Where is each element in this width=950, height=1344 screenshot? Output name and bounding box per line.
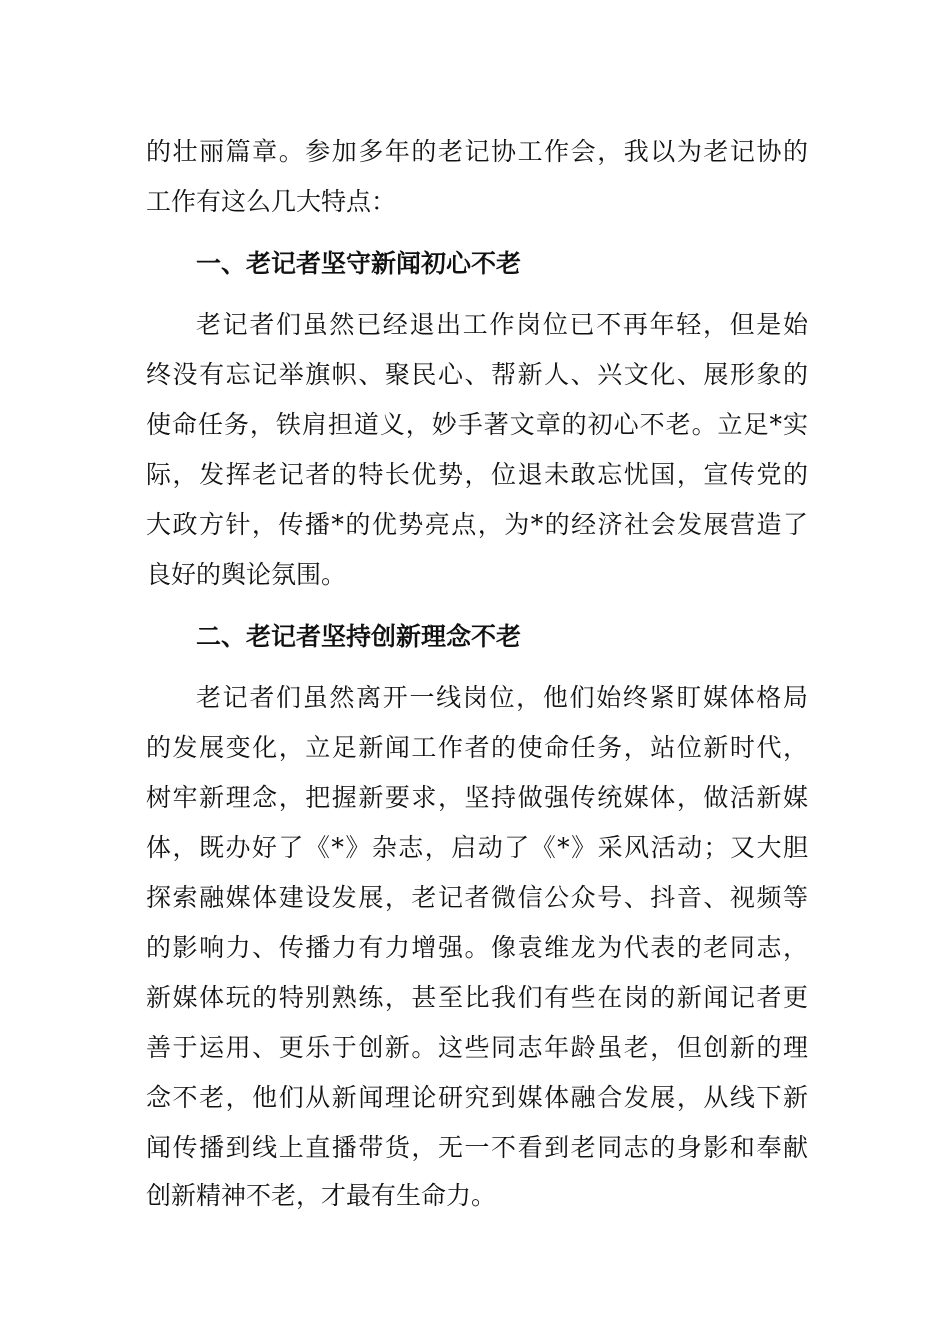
section1-line-4: 际，发挥老记者的特长优势，位退未敢忘忧国，宣传党的 (146, 460, 808, 489)
section2-line-1: 老记者们虽然离开一线岗位，他们始终紧盯媒体格局 (196, 683, 808, 712)
intro-line-2: 工作有这么几大特点： (146, 187, 397, 216)
section2-line-8: 善于运用、更乐于创新。这些同志年龄虽老，但创新的理 (146, 1033, 808, 1062)
section2-line-2: 的发展变化，立足新闻工作者的使命任务，站位新时代， (146, 733, 808, 762)
section1-line-5: 大政方针，传播*的优势亮点，为*的经济社会发展营造了 (146, 510, 808, 539)
section1-line-2: 终没有忘记举旗帜、聚民心、帮新人、兴文化、展形象的 (146, 360, 808, 389)
section2-line-7: 新媒体玩的特别熟练，甚至比我们有些在岗的新闻记者更 (146, 983, 808, 1012)
section1-line-3: 使命任务，铁肩担道义，妙手著文章的初心不老。立足*实 (146, 410, 808, 439)
section2-line-10: 闻传播到线上直播带货，无一不看到老同志的身影和奉献 (146, 1133, 808, 1162)
section2-line-4: 体，既办好了《*》杂志，启动了《*》采风活动；又大胆 (146, 833, 808, 862)
section2-line-11: 创新精神不老，才最有生命力。 (146, 1181, 497, 1210)
section1-heading: 一、老记者坚守新闻初心不老 (196, 249, 522, 278)
section1-line-6: 良好的舆论氛围。 (146, 560, 347, 589)
section2-line-5: 探索融媒体建设发展，老记者微信公众号、抖音、视频等 (146, 883, 808, 912)
section2-line-6: 的影响力、传播力有力增强。像袁维龙为代表的老同志， (146, 933, 808, 962)
section1-line-1: 老记者们虽然已经退出工作岗位已不再年轻，但是始 (196, 310, 808, 339)
section2-line-9: 念不老，他们从新闻理论研究到媒体融合发展，从线下新 (146, 1083, 808, 1112)
intro-line-1: 的壮丽篇章。参加多年的老记协工作会，我以为老记协的 (146, 137, 808, 166)
section2-line-3: 树牢新理念，把握新要求，坚持做强传统媒体，做活新媒 (146, 783, 808, 812)
section2-heading: 二、老记者坚持创新理念不老 (196, 622, 522, 651)
